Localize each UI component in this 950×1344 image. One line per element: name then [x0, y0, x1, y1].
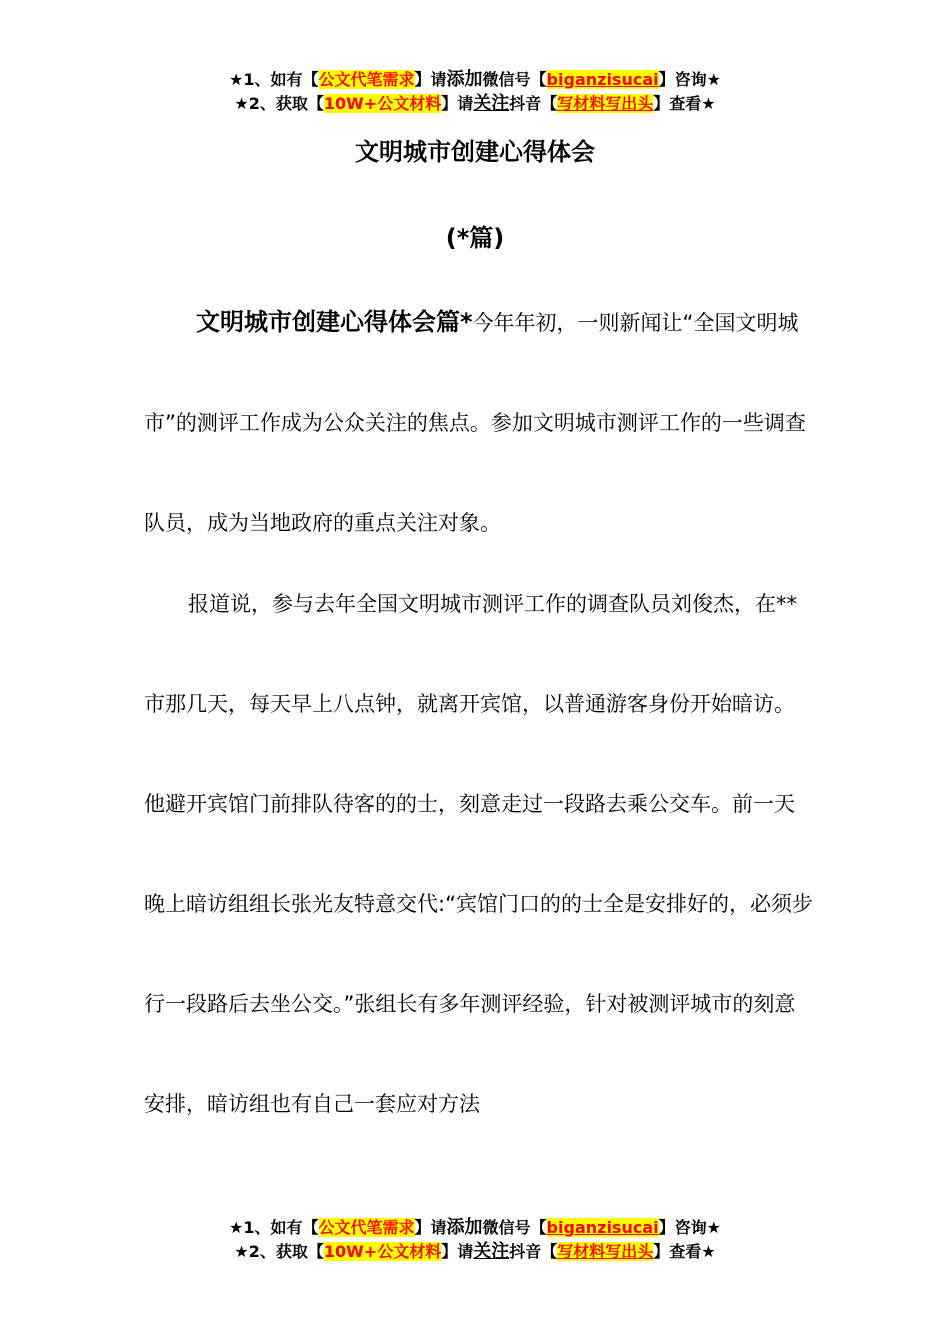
service-highlight: 公文代笔需求 [318, 1218, 415, 1237]
banner-text: 】查看★ [653, 94, 716, 113]
wechat-id-link[interactable]: biganzisucai [546, 1218, 659, 1237]
paragraph-2: 报道说，参与去年全国文明城市测评工作的调查队员刘俊杰，在**市那几天，每天早上八点钟，就离开宾馆，以普通游客身份开始暗访。他避开宾馆门前排队待客的的士，刻意走过一段路去乘公交车。前一天晚上暗访组组长张光友特意交代:“宾馆门口的的士全是安排好的，必须步行一段路后去坐公交。”张组长有多年测评经验，针对被测评城市的刻意安排，暗访组也有自己一套应对方法 [144, 592, 813, 1116]
banner-line-1 [0, 68, 950, 92]
document-subtitle: (*篇) [445, 224, 505, 252]
top-banner [0, 68, 950, 116]
banner-text: ★1、如有【 [229, 1218, 319, 1237]
banner-text: 】咨询★ [658, 70, 721, 89]
banner-emphasis: 添加 [446, 1217, 483, 1238]
banner-text: ★2、获取【 [234, 1242, 324, 1261]
banner-emphasis: 关注 [473, 1241, 510, 1262]
banner-text: 微信号【 [482, 1218, 547, 1237]
banner-line-2 [0, 1240, 950, 1264]
banner-text: 】咨询★ [658, 1218, 721, 1237]
douyin-account-link[interactable]: 写材料写出头 [557, 1242, 654, 1261]
banner-text: 】请 [414, 1218, 447, 1237]
service-highlight: 公文代笔需求 [318, 70, 415, 89]
paragraph-1 [144, 272, 814, 573]
materials-highlight: 10W+公文材料 [323, 94, 442, 113]
banner-text: 】请 [414, 70, 447, 89]
wechat-id-link[interactable]: biganzisucai [546, 70, 659, 89]
banner-text: ★2、获取【 [234, 94, 324, 113]
paragraph-lead: 文明城市创建心得体会篇* [196, 308, 473, 336]
banner-line-2 [0, 92, 950, 116]
banner-text: 抖音【 [509, 1242, 558, 1261]
douyin-account-link[interactable]: 写材料写出头 [557, 94, 654, 113]
materials-highlight: 10W+公文材料 [323, 1242, 442, 1261]
document-title: 文明城市创建心得体会 [355, 138, 595, 166]
banner-text: 抖音【 [509, 94, 558, 113]
banner-emphasis: 添加 [446, 69, 483, 90]
banner-text: 微信号【 [482, 70, 547, 89]
banner-text: 】请 [441, 1242, 474, 1261]
banner-emphasis: 关注 [473, 93, 510, 114]
bottom-banner [0, 1216, 950, 1264]
banner-text: 】查看★ [653, 1242, 716, 1261]
banner-text: ★1、如有【 [229, 70, 319, 89]
paragraph-body: 今年年初，一则新闻让“全国文明城市”的测评工作成为公众关注的焦点。参加文明城市测评工作的一些调查队员，成为当地政府的重点关注对象。 [144, 311, 806, 535]
banner-line-1 [0, 1216, 950, 1240]
banner-text: 】请 [441, 94, 474, 113]
